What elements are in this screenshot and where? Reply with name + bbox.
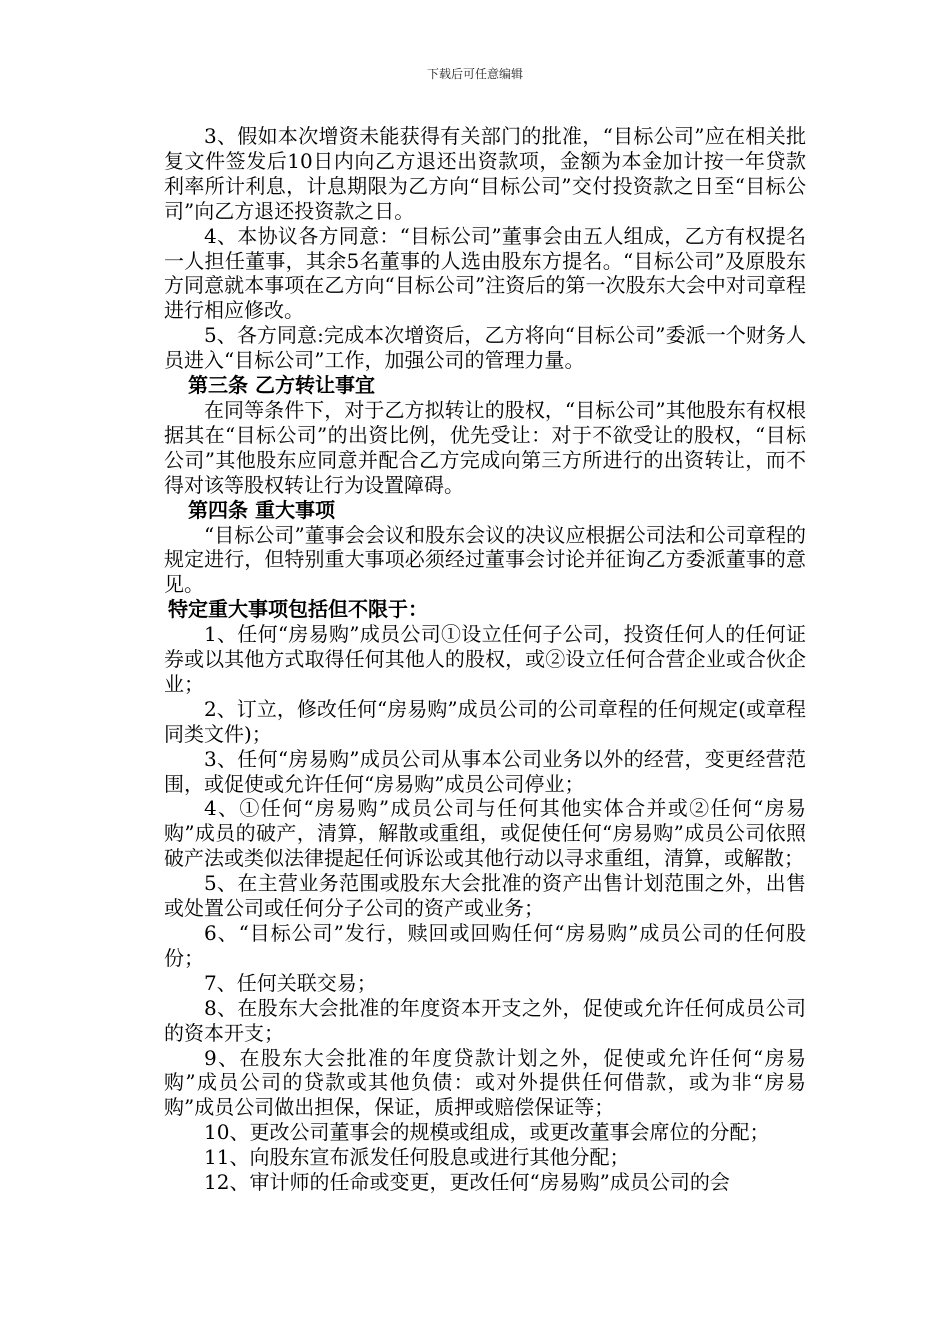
major-matter-item-12: 12、审计师的任命或变更，更改任何“房易购”成员公司的会 <box>204 1170 730 1195</box>
major-matter-item-3: 3、任何“房易购”成员公司从事本公司业务以外的经营，变更经营范围，或促使或允许任何“房易购”成员公司停业； <box>164 746 806 796</box>
article-3-body: 在同等条件下，对于乙方拟转让的股权，“目标公司”其他股东有权根据其在“目标公司”的出资比例，优先受让：对于不欲受让的股权，“目标公司”其他股东应同意并配合乙方完成向第三方所进行的出资转让，而不得对该等股权转让行为设置障碍。 <box>164 397 806 497</box>
page-header-note: 下载后可任意编辑 <box>426 67 523 81</box>
major-matter-item-9: 9、在股东大会批准的年度贷款计划之外，促使或允许任何“房易购”成员公司的贷款或其他负债：或对外提供任何借款，或为非“房易购”成员公司做出担保，保证，质押或赔偿保证等； <box>164 1045 806 1120</box>
major-matter-item-4: 4、①任何“房易购”成员公司与任何其他实体合并或②任何“房易购”成员的破产，清算，解散或重组，或促使任何“房易购”成员公司依照破产法或类似法律提起任何诉讼或其他行动以寻求重组，清算，或解散； <box>164 796 806 871</box>
article-4-heading: 第四条 重大事项 <box>188 497 335 522</box>
major-matters-subheading: 特定重大事项包括但不限于： <box>168 597 428 622</box>
major-matter-item-7: 7、任何关联交易； <box>204 970 377 995</box>
paragraph-item-4: 4、本协议各方同意：“目标公司”董事会由五人组成，乙方有权提名一人担任董事，其余5名董事的人选由股东方提名。“目标公司”及原股东方同意就本事项在乙方向“目标公司”注资后的第一次股东大会中对司章程进行相应修改。 <box>164 223 806 323</box>
major-matter-item-10: 10、更改公司董事会的规模或组成，或更改董事会席位的分配； <box>204 1120 770 1145</box>
major-matter-item-1: 1、任何“房易购”成员公司①设立任何子公司，投资任何人的任何证券或以其他方式取得任何其他人的股权，或②设立任何合营企业或合伙企业； <box>164 622 806 696</box>
article-4-body: “目标公司”董事会会议和股东会议的决议应根据公司法和公司章程的规定进行，但特别重大事项必须经过董事会讨论并征询乙方委派董事的意见。 <box>164 522 806 597</box>
major-matter-item-6: 6、“目标公司”发行，赎回或回购任何“房易购”成员公司的任何股份； <box>164 921 806 970</box>
major-matter-item-2: 2、订立，修改任何“房易购”成员公司的公司章程的任何规定(或章程同类文件)； <box>164 696 806 746</box>
major-matter-item-11: 11、向股东宣布派发任何股息或进行其他分配； <box>204 1145 630 1170</box>
major-matter-item-8: 8、在股东大会批准的年度资本开支之外，促使或允许任何成员公司的资本开支； <box>164 995 806 1045</box>
document-body <box>164 124 806 1195</box>
major-matter-item-5: 5、在主营业务范围或股东大会批准的资产出售计划范围之外，出售或处置公司或任何分子公司的资产或业务； <box>164 871 806 921</box>
paragraph-item-5: 5、各方同意:完成本次增资后，乙方将向“目标公司”委派一个财务人员进入“目标公司”工作，加强公司的管理力量。 <box>164 323 806 373</box>
paragraph-item-3: 3、假如本次增资未能获得有关部门的批准，“目标公司”应在相关批复文件签发后10日内向乙方退还出资款项，金额为本金加计按一年贷款利率所计利息，计息期限为乙方向“目标公司”交付投资款之日至“目标公司”向乙方退还投资款之日。 <box>164 124 806 223</box>
article-3-heading: 第三条 乙方转让事宜 <box>188 373 375 398</box>
